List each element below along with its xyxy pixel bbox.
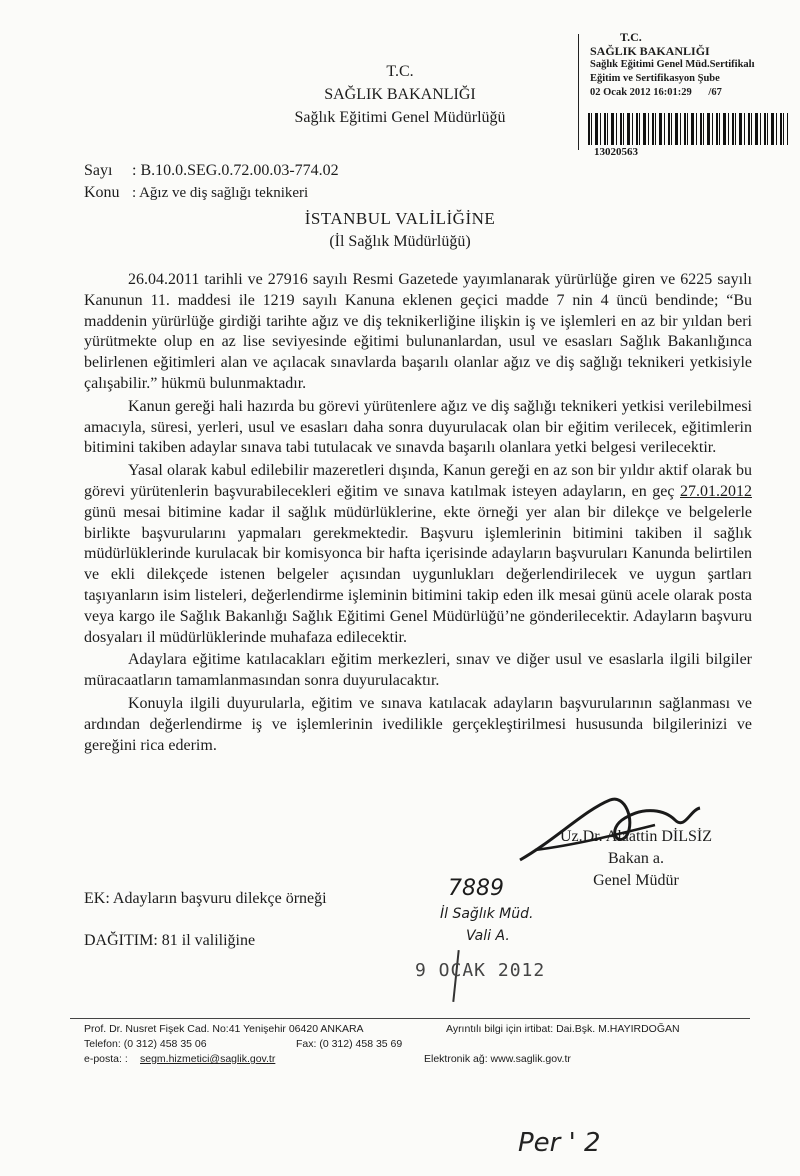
stamp-unit: Sağlık Eğitimi Genel Müd.Sertifikalı: [590, 59, 755, 70]
konu-row: [84, 182, 339, 204]
paragraph-3-start: Yasal olarak kabul edilebilir mazeretleri dışında, Kanun gereği en az son bir yıldır aktif olarak bu görevi yürütenlerin başvurabilecekleri eğitim ve sınava katılmak isteyen adayların, en geç: [84, 462, 752, 500]
registry-stamp: [590, 30, 800, 100]
paragraph-3-end: günü mesai bitimine kadar il sağlık müdürlüklerine, ekte örneği yer alan bir dilekçe ve belgelerle birlikte başvurularını yapmaları gerekmektedir. Başvuru işlemlerinin bitimini takiben il sağlık müdürlüklerinde kurulacak bir komisyonca bir hafta içerisinde adayların başvuruları Kanunda belirtilen ve ekli dilekçede istenen belgeler açısından uygunlukları değerlendirilecek ve uygun şartları taşıyanların isim listeleri, değerlendirme işleminin bitimini takip eden ilk mesai günü acele olarak posta veya kargo ile Sağlık Bakanlığı Sağlık Eğitimi Genel Müdürlüğü’ne gönderilecektir. Adayların başvuru dosyaları il müdürlüklerinde muhafaza edilecektir.: [84, 503, 752, 646]
sayi-value: : B.10.0.SEG.0.72.00.03-774.02: [132, 162, 339, 179]
footer-web[interactable]: Elektronik ağ: www.saglik.gov.tr: [424, 1053, 571, 1065]
sayi-label: Sayı: [84, 162, 113, 179]
footer: [84, 1022, 764, 1067]
signatory-title-1: Bakan a.: [607, 850, 664, 867]
konu-label: Konu: [84, 184, 120, 201]
handwritten-office: İl Sağlık Müd.: [440, 906, 534, 922]
letter-body: [84, 270, 752, 756]
letterhead-ministry: SAĞLIK BAKANLIĞI: [324, 86, 476, 103]
footer-email-label: e-posta: :: [84, 1053, 128, 1065]
footer-phone: Telefon: (0 312) 458 35 06: [84, 1038, 207, 1050]
barcode: [588, 113, 788, 145]
bottom-handwriting: Per ' 2: [518, 1128, 601, 1158]
footer-divider: [70, 1018, 750, 1019]
sayi-row: [84, 160, 339, 182]
signatory-title-2: Genel Müdür: [593, 872, 679, 889]
stamp-ref: /67: [708, 87, 722, 98]
paragraph-2: Kanun gereği hali hazırda bu görevi yürütenlere ağız ve diş sağlığı teknikeri yetkisi verilebilmesi amacıyla, süresi, yerleri, usul ve esasları daha sonra duyurulacak olan bir eğitim verilecek, eğitimlerin bitimini takiben adaylar sınava tabi tutulacak ve sınavda başarılı olanlara yetki belgesi verilecektir.: [84, 397, 752, 457]
stamp-border: [578, 34, 579, 150]
deadline-date: 27.01.2012: [680, 482, 752, 500]
addressee: [230, 207, 570, 253]
footer-email-link[interactable]: segm.hizmetici@saglik.gov.tr: [140, 1053, 276, 1065]
document-meta: [84, 160, 339, 204]
stamp-branch: Eğitim ve Sertifikasyon Şube: [590, 73, 720, 84]
letterhead-tc: T.C.: [386, 63, 414, 80]
addressee-title: İSTANBUL VALİLİĞİNE: [304, 209, 496, 228]
paragraph-4: Adaylara eğitime katılacakları eğitim merkezleri, sınav ve diğer usul ve esaslarla ilgili bilgiler müracaatların tamamlanmasından sonra duyurulacaktır.: [84, 651, 752, 690]
signatory-name: Uz.Dr. Alaattin DİLSİZ: [560, 828, 712, 845]
handwritten-number: 7889: [448, 876, 504, 901]
footer-row-1: [84, 1022, 764, 1037]
distribution-line: DAĞITIM: 81 il valiliğine: [84, 932, 256, 949]
paragraph-1: 26.04.2011 tarihli ve 27916 sayılı Resmi Gazetede yayımlanarak yürürlüğe giren ve 6225 sayılı Kanunun 11. maddesi ile 1219 sayılı Kanuna eklenen geçici madde 7 nin 4 üncü bendinde; “Bu maddenin yürürlüğe girdiği tarihte ağız ve diş teknikerliğine ilişkin iş ve işlemleri en az bir yıldan beri yürütmekte olup en az lise seviyesinde eğitimi bulunanlardan, usul ve esasları Sağlık Bakanlığınca belirlenen eğitimleri alan ve açılacak sınavlarda başarılı olanlar ağız ve diş sağlığı teknikeri yetkisiyle çalışabilir.” hükmü bulunmaktadır.: [84, 271, 752, 392]
handwritten-vali: Vali A.: [466, 928, 510, 944]
paragraph-3: [84, 461, 752, 648]
annex-line: EK: Adayların başvuru dilekçe örneği: [84, 890, 327, 907]
addressee-subtitle: (İl Sağlık Müdürlüğü): [329, 233, 471, 250]
footer-contact: Ayrıntılı bilgi için irtibat: Dai.Bşk. M.HAYIRDOĞAN: [446, 1023, 680, 1035]
date-stamp: 9 OCAK 2012: [415, 960, 546, 981]
barcode-number: 13020563: [594, 146, 638, 158]
footer-address: Prof. Dr. Nusret Fişek Cad. No:41 Yenişehir 06420 ANKARA: [84, 1023, 364, 1035]
footer-row-3: [84, 1052, 764, 1067]
stamp-ministry: SAĞLIK BAKANLIĞI: [590, 44, 710, 58]
konu-value: : Ağız ve diş sağlığı teknikeri: [132, 185, 309, 201]
letterhead-directorate: Sağlık Eğitimi Genel Müdürlüğü: [294, 109, 506, 126]
stamp-datetime: 02 Ocak 2012 16:01:29: [590, 87, 692, 98]
footer-row-2: [84, 1037, 764, 1052]
letterhead: [230, 60, 570, 129]
stamp-datetime-row: [590, 86, 800, 100]
footer-fax: Fax: (0 312) 458 35 69: [296, 1038, 403, 1050]
signature-block: [560, 826, 712, 892]
stamp-tc: T.C.: [620, 30, 642, 44]
paragraph-5: Konuyla ilgili duyurularla, eğitim ve sınava katılacak adayların başvurularının sağlanması ve ardından değerlendirme iş ve işlemlerinin ivedilikle gerçekleştirilmesi hususunda bilgilerinizi ve gereğini rica ederim.: [84, 694, 752, 754]
